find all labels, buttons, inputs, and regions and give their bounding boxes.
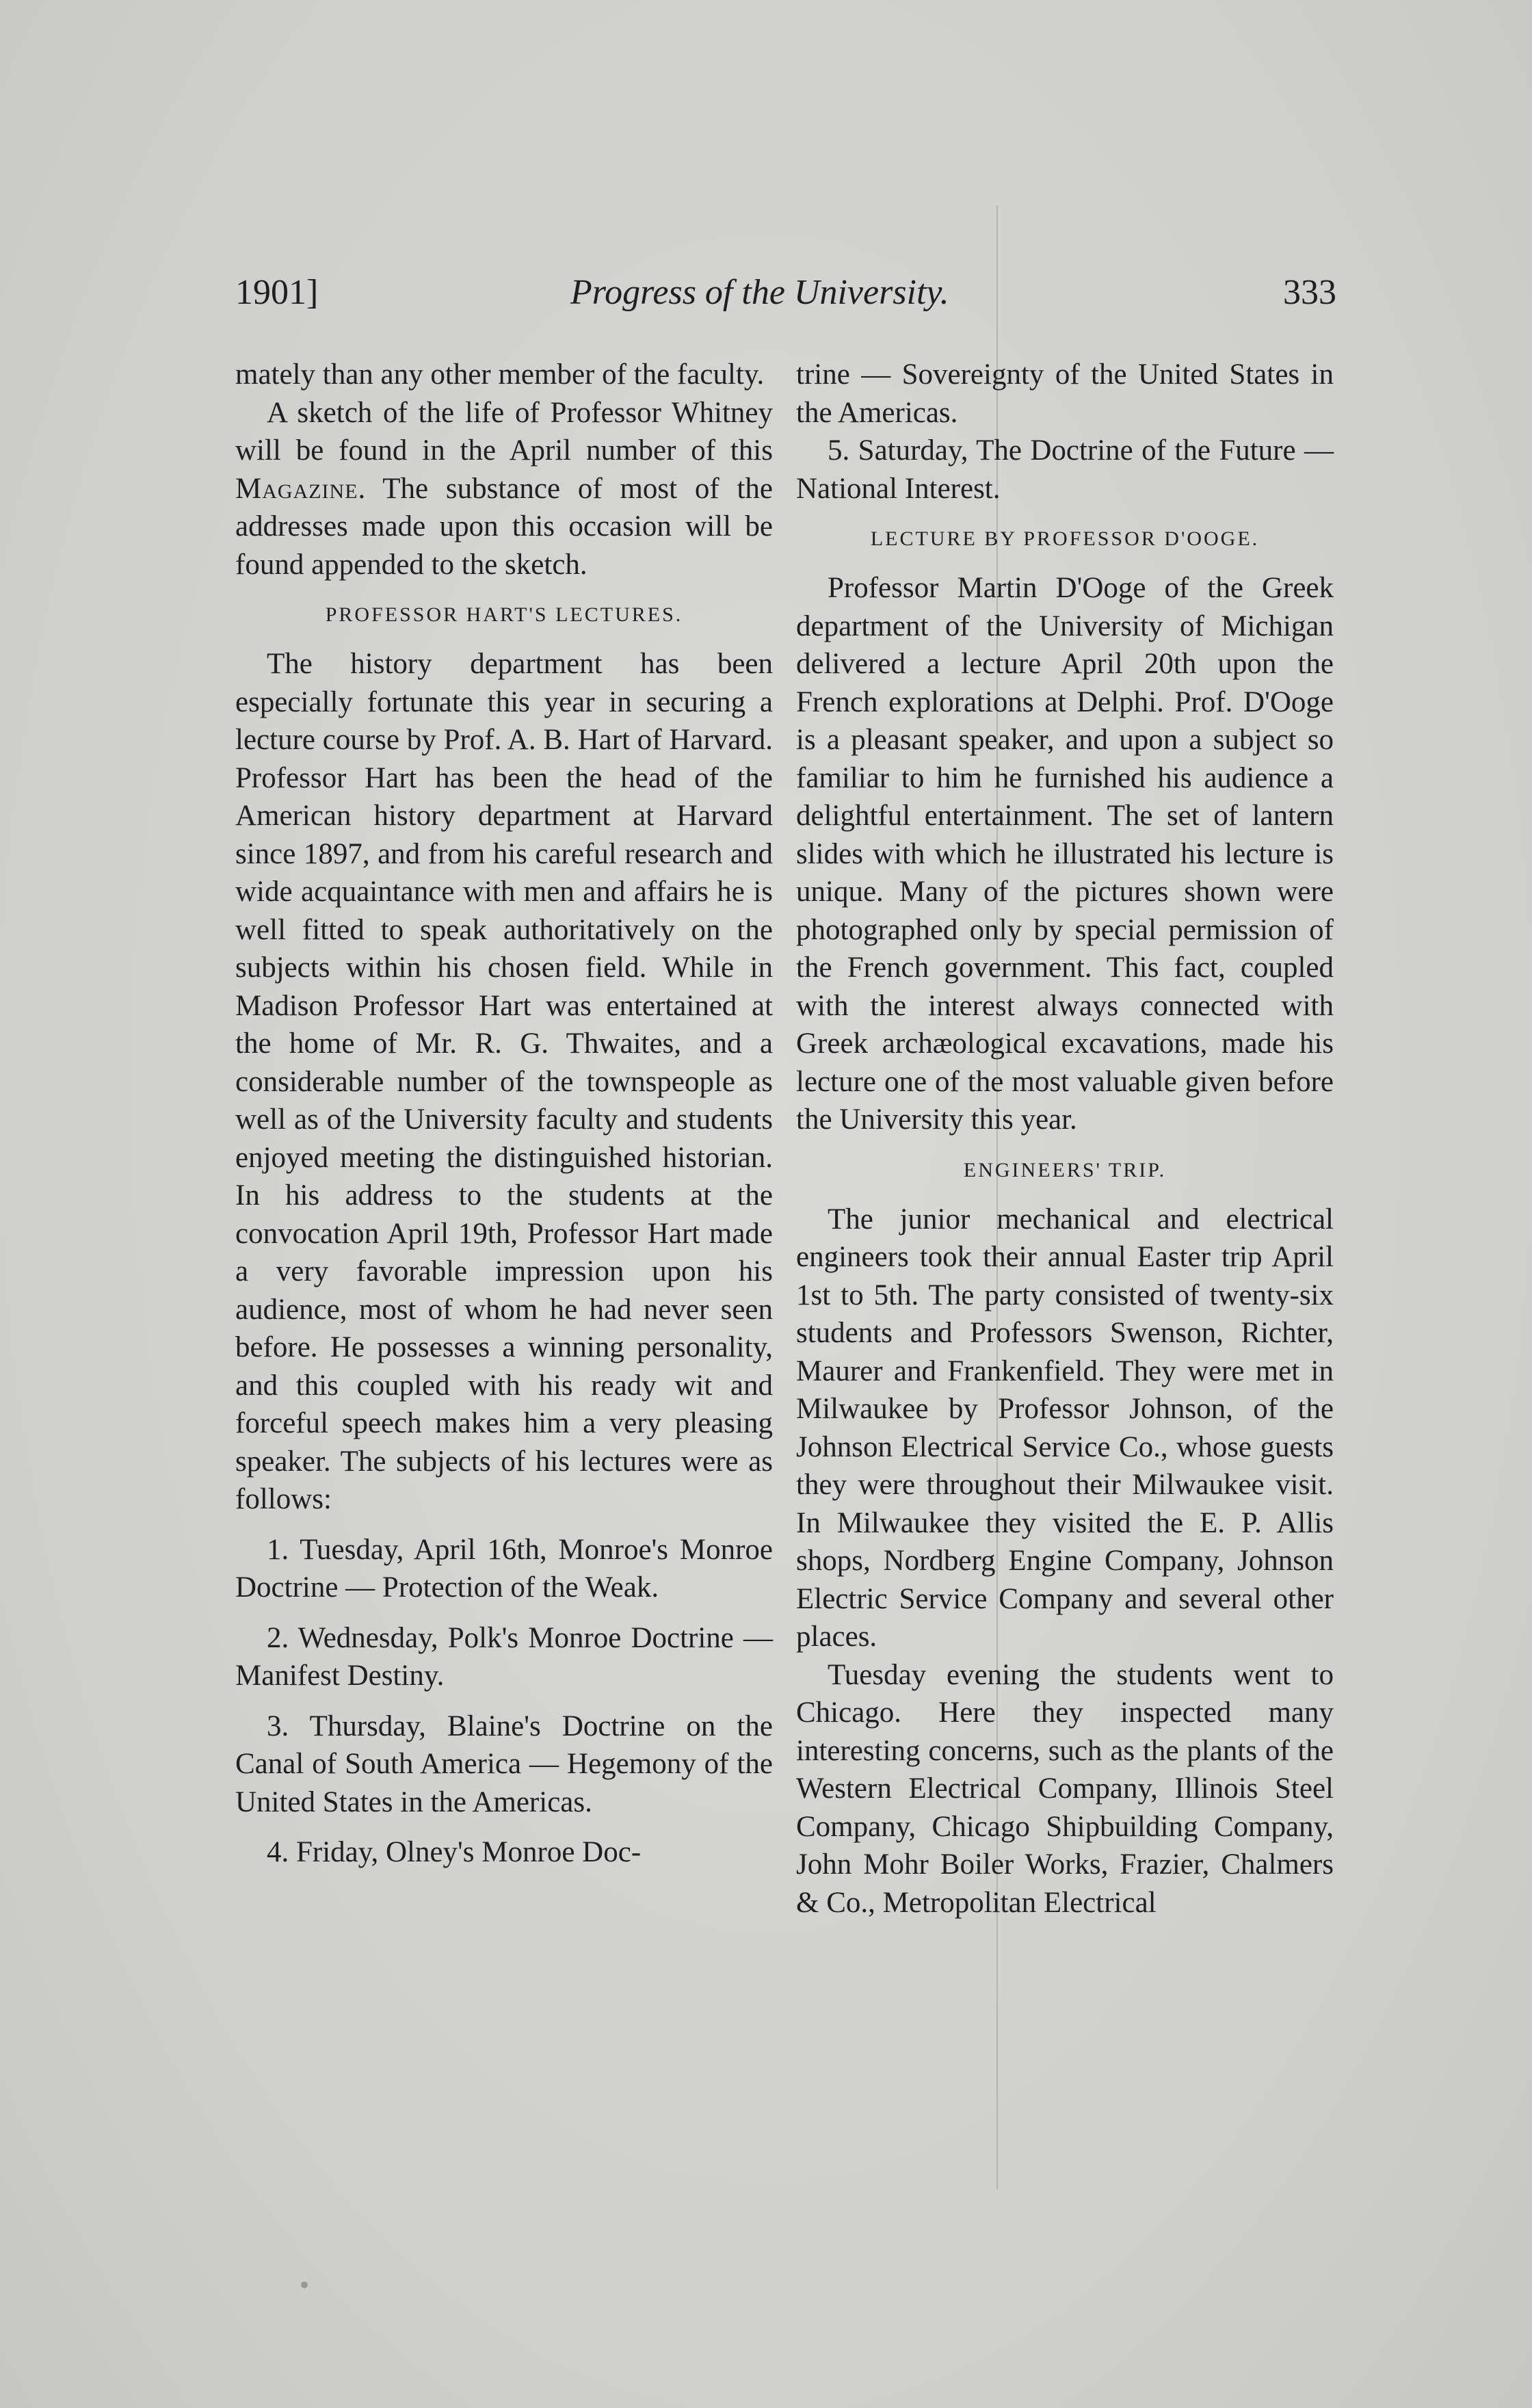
lecture-list-item: 4. Friday, Olney's Monroe Doc-	[267, 1836, 642, 1868]
header-title: Progress of the University.	[570, 273, 949, 312]
paper-speck	[301, 2281, 308, 2288]
lecture-list-item: 2. Wednesday, Polk's Monroe Doctrine — Manifest Destiny.	[235, 1621, 773, 1692]
paragraph: The history department has been especially fortunate this year in securing a lecture course by Prof. A. B. Hart of Harvard. Professor Hart has been the head of the American history department at Harvard since 1897, and from his careful research and wide acquaintance with men and affairs he is well fitted to speak authoritatively on the subjects within his chosen field. While in Madison Professor Hart was entertained at the home of Mr. R. G. Thwaites, and a considerable number of the townspeople as well as of the University faculty and students enjoyed meeting the distinguished historian. In his address to the students at the convocation April 19th, Professor Hart made a very favorable impression upon his audience, most of whom he had never seen before. He possesses a winning personality, and this coupled with his ready wit and forceful speech makes him a very pleasing speaker. The subjects of his lectures were as follows:	[235, 648, 773, 1515]
running-header	[235, 272, 1336, 320]
section-heading: PROFESSOR HART'S LECTURES.	[325, 603, 683, 626]
paragraph-text: . The substance of most of the addresses made upon this occasion will be found appended to the sketch.	[235, 472, 773, 581]
header-year: 1901]	[235, 273, 319, 312]
right-column	[796, 356, 1334, 1922]
page-number: 333	[1283, 273, 1336, 312]
paragraph: mately than any other member of the faculty.	[235, 358, 765, 391]
section-heading: LECTURE BY PROFESSOR D'OOGE.	[870, 527, 1260, 550]
paragraph: The junior mechanical and electrical engineers took their annual Easter trip April 1st to 5th. The party consisted of twenty-six students and Professors Swenson, Richter, Maurer and Frankenfield. They were met in Milwaukee by Professor Johnson, of the Johnson Electrical Service Co., whose guests they were throughout their Milwaukee visit. In Milwaukee they visited the E. P. Allis shops, Nordberg Engine Company, Johnson Electric Service Company and several other places.	[796, 1203, 1334, 1653]
lecture-list-item: 3. Thursday, Blaine's Doctrine on the Canal of South America — Hegemony of the United States in the Americas.	[235, 1710, 773, 1818]
paragraph: Tuesday evening the students went to Chicago. Here they inspected many interesting concerns, such as the plants of the Western Electrical Company, Illinois Steel Company, Chicago Shipbuilding Company, John Mohr Boiler Works, Frazier, Chalmers & Co., Metropolitan Electrical	[796, 1658, 1334, 1919]
paragraph-text: A sketch of the life of Professor Whitney will be found in the April number of this	[235, 396, 773, 467]
lecture-list-item: 5. Saturday, The Doctrine of the Future — National Interest.	[796, 434, 1334, 505]
left-column	[235, 356, 773, 1872]
paragraph	[235, 394, 773, 584]
lecture-list-item: 1. Tuesday, April 16th, Monroe's Monroe Doctrine — Protection of the Weak.	[235, 1533, 773, 1604]
paragraph: trine — Sovereignty of the United States in the Americas.	[796, 358, 1334, 429]
magazine-name: Magazine	[235, 472, 358, 505]
paragraph: Professor Martin D'Ooge of the Greek department of the University of Michigan delivered a lecture April 20th upon the French explorations at Delphi. Prof. D'Ooge is a pleasant speaker, and upon a subject so familiar to him he furnished his audience a delightful entertainment. The set of lantern slides with which he illustrated his lecture is unique. Many of the pictures shown were photographed only by special permission of the French government. This fact, coupled with the interest always connected with Greek archæological excavations, made his lecture one of the most valuable given before the University this year.	[796, 572, 1334, 1136]
section-heading: ENGINEERS' TRIP.	[963, 1158, 1167, 1181]
